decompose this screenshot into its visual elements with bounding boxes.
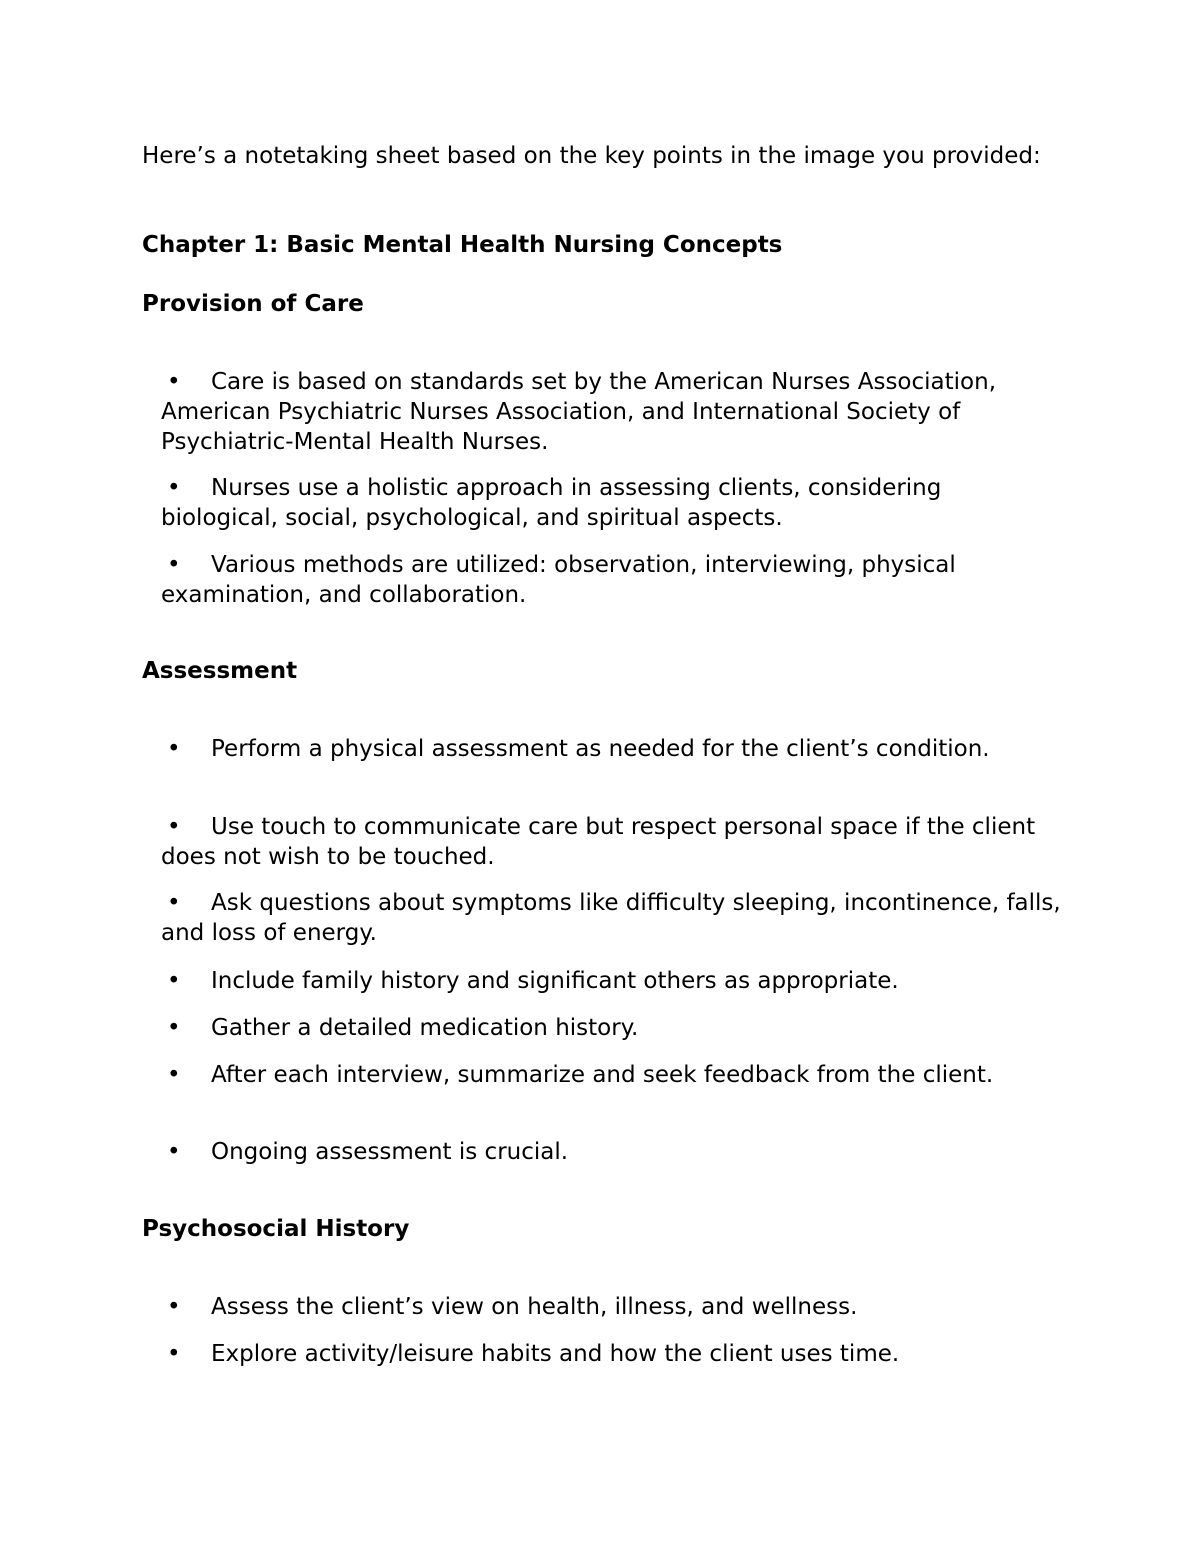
list-item (161, 473, 1061, 533)
list-item (161, 1339, 1061, 1369)
list-item (161, 1060, 1061, 1090)
list-item-text: Ask questions about symptoms like difficulty sleeping, incontinence, falls, and loss of energy. (161, 890, 1061, 946)
list-item-text: Include family history and significant others as appropriate. (211, 968, 899, 994)
list-item-text: Care is based on standards set by the American Nurses Association, American Psychiatric Nurses Association, and International Society of Psychiatric-Mental Health Nurses. (161, 369, 996, 455)
bullet-icon: • (167, 1341, 181, 1367)
bullet-icon: • (167, 1015, 181, 1041)
list-item (161, 1292, 1061, 1322)
list-item-text: Perform a physical assessment as needed for the client’s condition. (211, 736, 990, 762)
list-item-text: Ongoing assessment is crucial. (211, 1139, 569, 1165)
bullet-icon: • (167, 890, 181, 916)
list-item-text: Explore activity/leisure habits and how the client uses time. (211, 1341, 900, 1367)
section-heading-psychosocial-history: Psychosocial History (142, 1216, 410, 1242)
bullet-icon: • (167, 1062, 181, 1088)
list-item (161, 1137, 1061, 1167)
list-item-text: Gather a detailed medication history. (211, 1015, 639, 1041)
list-item-text: Use touch to communicate care but respect personal space if the client does not wish to be touched. (161, 814, 1036, 870)
section-heading-assessment: Assessment (142, 658, 298, 684)
section-heading-provision-of-care: Provision of Care (142, 291, 364, 317)
intro-text: Here’s a notetaking sheet based on the key points in the image you provided: (142, 143, 1041, 169)
list-item (161, 1013, 1061, 1043)
list-item-text: Nurses use a holistic approach in assessing clients, considering biological, social, psychological, and spiritual aspects. (161, 475, 942, 531)
bullet-icon: • (167, 475, 181, 501)
bullet-icon: • (167, 968, 181, 994)
bullet-icon: • (167, 1294, 181, 1320)
bullet-icon: • (167, 552, 181, 578)
bullet-icon: • (167, 736, 181, 762)
list-item (161, 966, 1061, 996)
list-item (161, 367, 1061, 457)
bullet-icon: • (167, 369, 181, 395)
chapter-title: Chapter 1: Basic Mental Health Nursing Concepts (142, 232, 783, 258)
list-item (161, 734, 1061, 764)
list-item-text: After each interview, summarize and seek feedback from the client. (211, 1062, 994, 1088)
list-item (161, 812, 1061, 872)
bullet-icon: • (167, 1139, 181, 1165)
list-item (161, 550, 1061, 610)
bullet-icon: • (167, 814, 181, 840)
list-item-text: Various methods are utilized: observation, interviewing, physical examination, and collaboration. (161, 552, 956, 608)
list-item (161, 888, 1061, 948)
list-item-text: Assess the client’s view on health, illness, and wellness. (211, 1294, 858, 1320)
